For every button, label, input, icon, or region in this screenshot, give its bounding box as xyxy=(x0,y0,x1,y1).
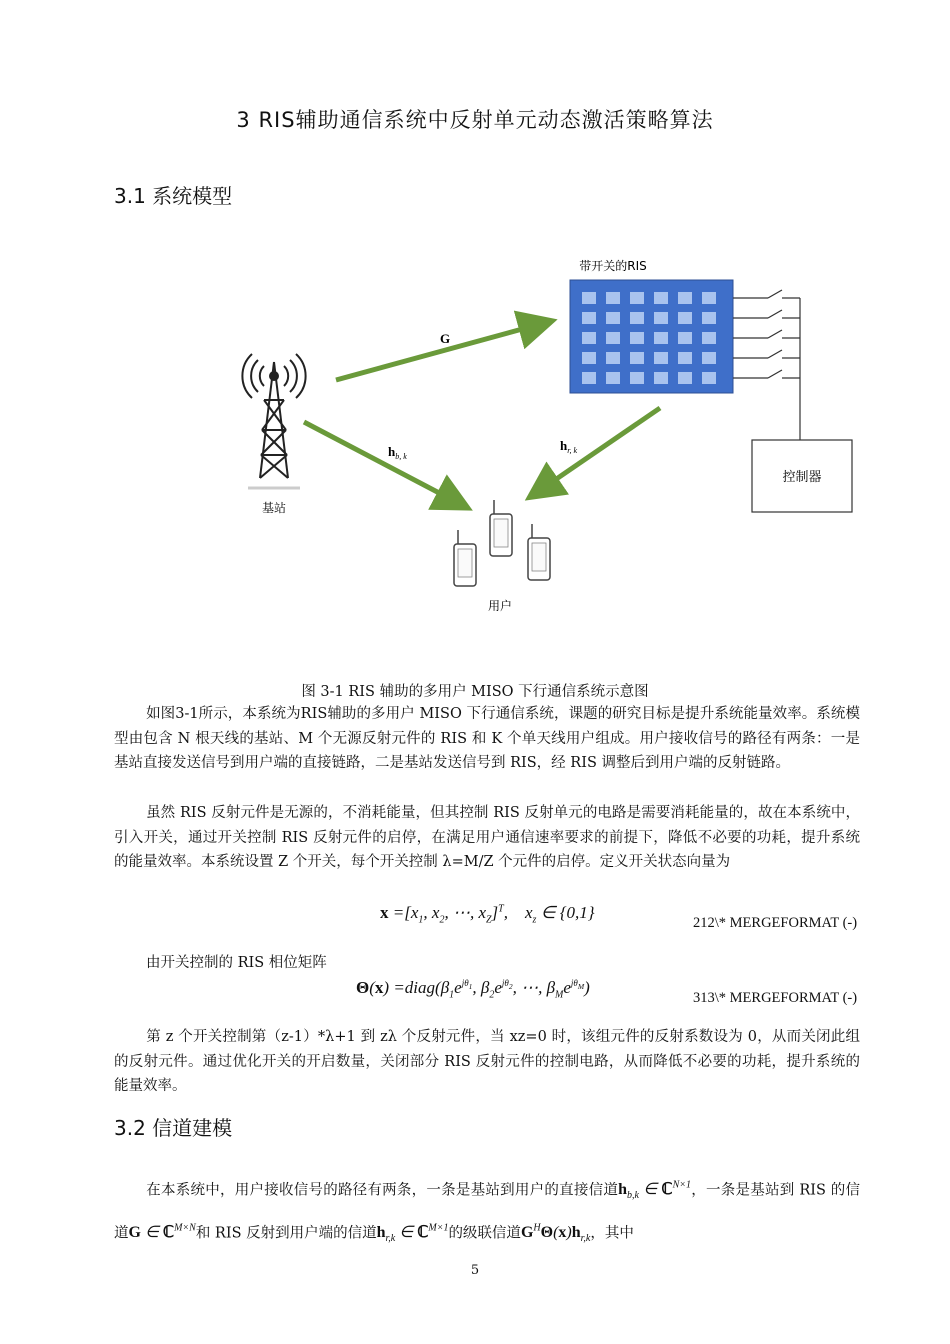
ris-element xyxy=(606,332,620,344)
hbk-label: $h_{b, k}$ xyxy=(388,444,407,461)
system-diagram xyxy=(220,250,880,630)
ris-element xyxy=(678,372,692,384)
system-diagram-svg xyxy=(220,250,880,630)
ris-element xyxy=(702,352,716,364)
chapter-title: 3 RIS辅助通信系统中反射单元动态激活策略算法 xyxy=(236,108,714,132)
math-hrk: $h_{r,k}$ ∈ ℂ$^{M\times 1}$ xyxy=(376,1222,449,1245)
paragraph-4: 第 z 个开关控制第（z-1）*λ+1 到 zλ 个反射元件，当 xz=0 时，该组元件的反射系数设为 0，从而关闭此组的反射元件。通过优化开关的开启数量，关闭部分 RIS 反射元件的控制电路，从而降低不必要的功耗，提升系统的能量效率。 xyxy=(114,1029,860,1094)
ris-element xyxy=(654,352,668,364)
equation-number-1: 212\* MERGEFORMAT (-) xyxy=(693,915,858,931)
math-g: G ∈ ℂ$^{M\times N}$ xyxy=(128,1222,196,1241)
math-cascade: $G^H\Theta(x)h_{r,k}$ xyxy=(520,1222,591,1245)
channel-hrk-arrow xyxy=(533,408,660,495)
switch-bank xyxy=(733,290,800,440)
ris-element xyxy=(630,352,644,364)
ris-element xyxy=(582,292,596,304)
equation-phase-matrix: $\Theta(x) =diag(\beta_1e^{j\theta_1}$, $\beta_2e^{j\theta_2}$, ⋯, $\beta_Me^{j\theta_M}$) xyxy=(356,978,590,1001)
ris-label: 带开关的RIS xyxy=(579,259,647,273)
ris-panel xyxy=(570,280,733,393)
ris-element xyxy=(630,292,644,304)
math-hbk: $h_{b,k}$ ∈ ℂ$^{N\times 1}$ xyxy=(618,1180,692,1202)
channel-hbk-arrow xyxy=(304,422,464,506)
ris-element xyxy=(606,372,620,384)
equation-switch-vector: $x =[x_1$, $x_2$, ⋯, $x_Z]^T$, $x_z$ ∈ {0,1} xyxy=(380,903,595,926)
figure-caption: 图 3-1 RIS 辅助的多用户 MISO 下行通信系统示意图 xyxy=(301,684,649,700)
ris-element xyxy=(630,332,644,344)
paragraph-1: 如图3-1所示，本系统为RIS辅助的多用户 MISO 下行通信系统，课题的研究目标是提升系统能量效率。系统模型由包含 N 根天线的基站、M 个无源反射元件的 RIS 和 K 个单天线用户组成。用户接收信号的路径有两条：一是基站直接发送信号到用户端的直接链路，二是基站发送信号到 RIS，经 RIS 调整后到用户端的反射链路。 xyxy=(114,706,860,771)
ris-element xyxy=(654,372,668,384)
ris-element xyxy=(582,372,596,384)
ris-element xyxy=(630,312,644,324)
user-phone-icon xyxy=(454,500,550,586)
paragraph-2: 虽然 RIS 反射元件是无源的，不消耗能量，但其控制 RIS 反射单元的电路是需要消耗能量的，故在本系统中，引入开关，通过开关控制 RIS 反射元件的启停，在满足用户通信速率要求的前提下，降低不必要的功耗，提升系统的能量效率。本系统设置 Z 个开关，每个开关控制 λ=M/Z 个元件的启停。定义开关状态向量为 xyxy=(114,805,860,870)
ris-element xyxy=(678,332,692,344)
ris-element xyxy=(654,332,668,344)
ris-element xyxy=(606,292,620,304)
ris-element xyxy=(606,312,620,324)
ris-element xyxy=(702,292,716,304)
ris-element xyxy=(582,312,596,324)
ris-element xyxy=(702,372,716,384)
ris-element xyxy=(702,312,716,324)
user-label: 用户 xyxy=(487,599,513,613)
base-station-label: 基站 xyxy=(261,501,287,515)
paragraph-5: 在本系统中，用户接收信号的路径有两条，一条是基站到用户的直接信道$h_{b,k}$ ∈ ℂ$^{N\times 1}$，一条是基站到 RIS 的信道G ∈ ℂ$^{M\times N}$和 RIS 反射到用户端的信道$h_{r,k}$ ∈ ℂ$^{M\times 1}$的级联信道$G^H\Theta(x)h_{r,k}$，其中 xyxy=(114,1180,861,1245)
ris-element xyxy=(678,292,692,304)
ris-element xyxy=(582,332,596,344)
g-label: G xyxy=(440,331,451,346)
page-number: 5 xyxy=(470,1263,480,1278)
ris-element xyxy=(582,352,596,364)
hrk-label: $h_{r, k}$ xyxy=(560,438,578,455)
ris-element xyxy=(702,332,716,344)
ris-element xyxy=(630,372,644,384)
paragraph-3: 由开关控制的 RIS 相位矩阵 xyxy=(146,955,327,971)
section-heading-channel-model: 3.2 信道建模 xyxy=(114,1116,233,1140)
base-station-icon xyxy=(242,354,305,488)
ris-element xyxy=(678,312,692,324)
equation-number-2: 313\* MERGEFORMAT (-) xyxy=(693,990,858,1006)
ris-element xyxy=(654,312,668,324)
controller-label: 控制器 xyxy=(782,470,822,485)
section-heading-system-model: 3.1 系统模型 xyxy=(114,184,233,208)
ris-element xyxy=(678,352,692,364)
ris-element xyxy=(654,292,668,304)
ris-element xyxy=(606,352,620,364)
